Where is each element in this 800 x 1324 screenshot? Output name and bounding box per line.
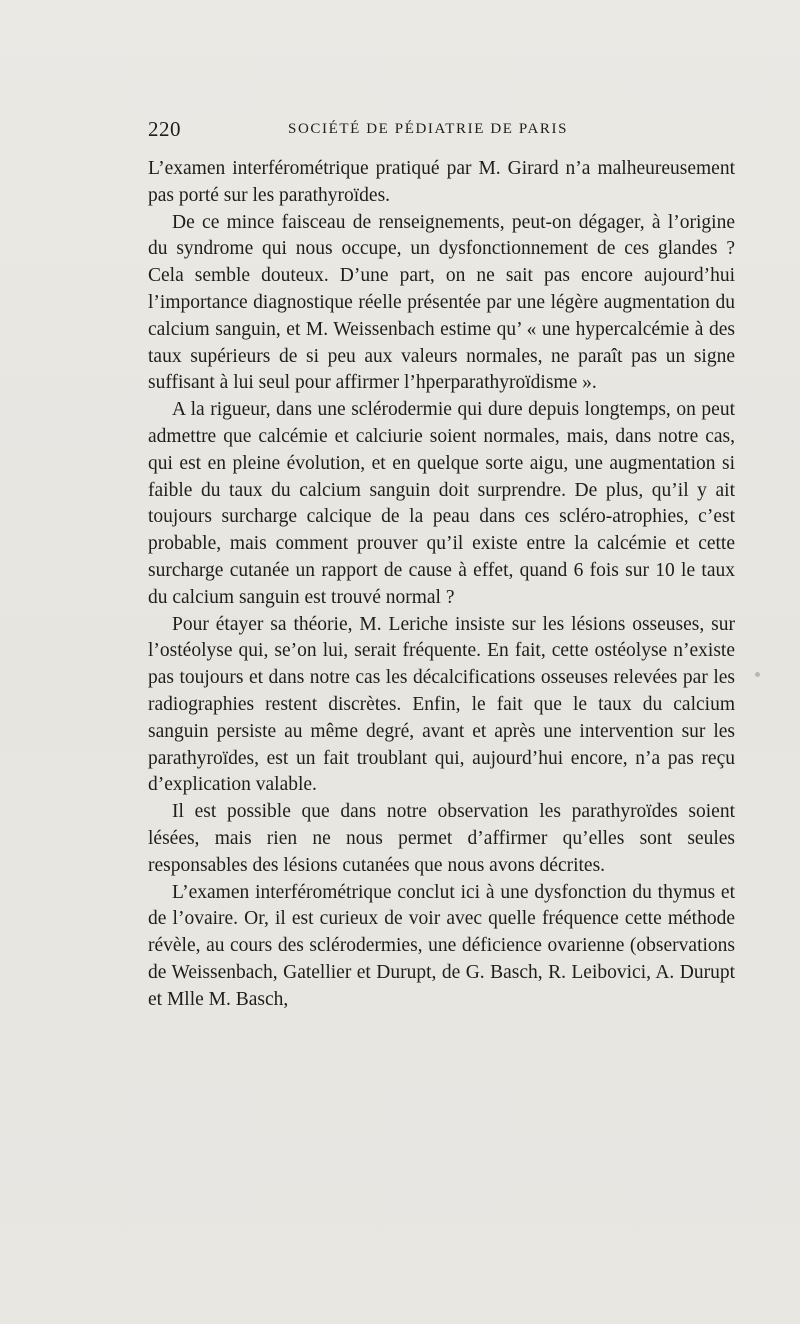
running-head: SOCIÉTÉ DE PÉDIATRIE DE PARIS <box>288 121 569 137</box>
paragraph-3: A la rigueur, dans une sclérodermie qui dure depuis longtemps, on peut admettre que calcémie et calciurie soient normales, mais, dans notre cas, qui est en pleine évolution, et en quelque sorte aigu, une augmentation si faible du taux du calcium sanguin doit surprendre. De plus, qu’il y ait toujours surcharge calcique de la peau dans ces scléro-atrophies, c’est probable, mais comment prouver qu’il existe entre la calcémie et cette surcharge cutanée un rapport de cause à effet, quand 6 fois sur 10 le taux du calcium sanguin est trouvé normal ? <box>148 399 735 608</box>
paragraph-6: L’examen interférométrique conclut ici à une dysfonction du thymus et de l’ovaire. Or, il est curieux de voir avec quelle fréquence cette méthode révèle, au cours des sclérodermies, une déficience ovarienne (observations de Weissenbach, Gatellier et Durupt, de G. Basch, R. Leibovici, A. Durupt et Mlle M. Basch, <box>148 881 735 1010</box>
page-header <box>148 117 735 147</box>
paragraph-2: De ce mince faisceau de renseignements, peut-on dégager, à l’origine du syndrome qui nous occupe, un dysfonctionnement de ces glandes ? Cela semble douteux. D’une part, on ne sait pas encore aujourd’hui l’importance diagnostique réelle présentée par une légère augmentation du calcium sanguin, et M. Weissenbach estime qu’ « une hypercalcémie à des taux supérieurs de si peu aux valeurs normales, ne paraît pas un signe suffisant à lui seul pour affirmer l’hperparathyroïdisme ». <box>148 211 735 394</box>
page-number: 220 <box>148 117 181 141</box>
paragraph-1: L’examen interférométrique pratiqué par M. Girard n’a malheureusement pas porté sur les parathyroïdes. <box>148 158 735 206</box>
body-text <box>148 156 735 1014</box>
paragraph-4: Pour étayer sa théorie, M. Leriche insiste sur les lésions osseuses, sur l’ostéolyse qui, se’on lui, serait fréquente. En fait, cette ostéolyse n’existe pas toujours et dans notre cas les décalcifications osseuses relevées par les radiographies restent discrètes. Enfin, le fait que le taux du calcium sanguin persiste au même degré, avant et après une intervention sur les parathyroïdes, est un fait troublant qui, aujourd’hui encore, n’a pas reçu d’explication valable. <box>148 613 735 796</box>
paragraph-5: Il est possible que dans notre observation les parathyroïdes soient lésées, mais rien ne nous permet d’affirmer qu’elles sont seules responsables des lésions cutanées que nous avons décrites. <box>148 801 735 876</box>
paper-speck <box>755 672 760 677</box>
